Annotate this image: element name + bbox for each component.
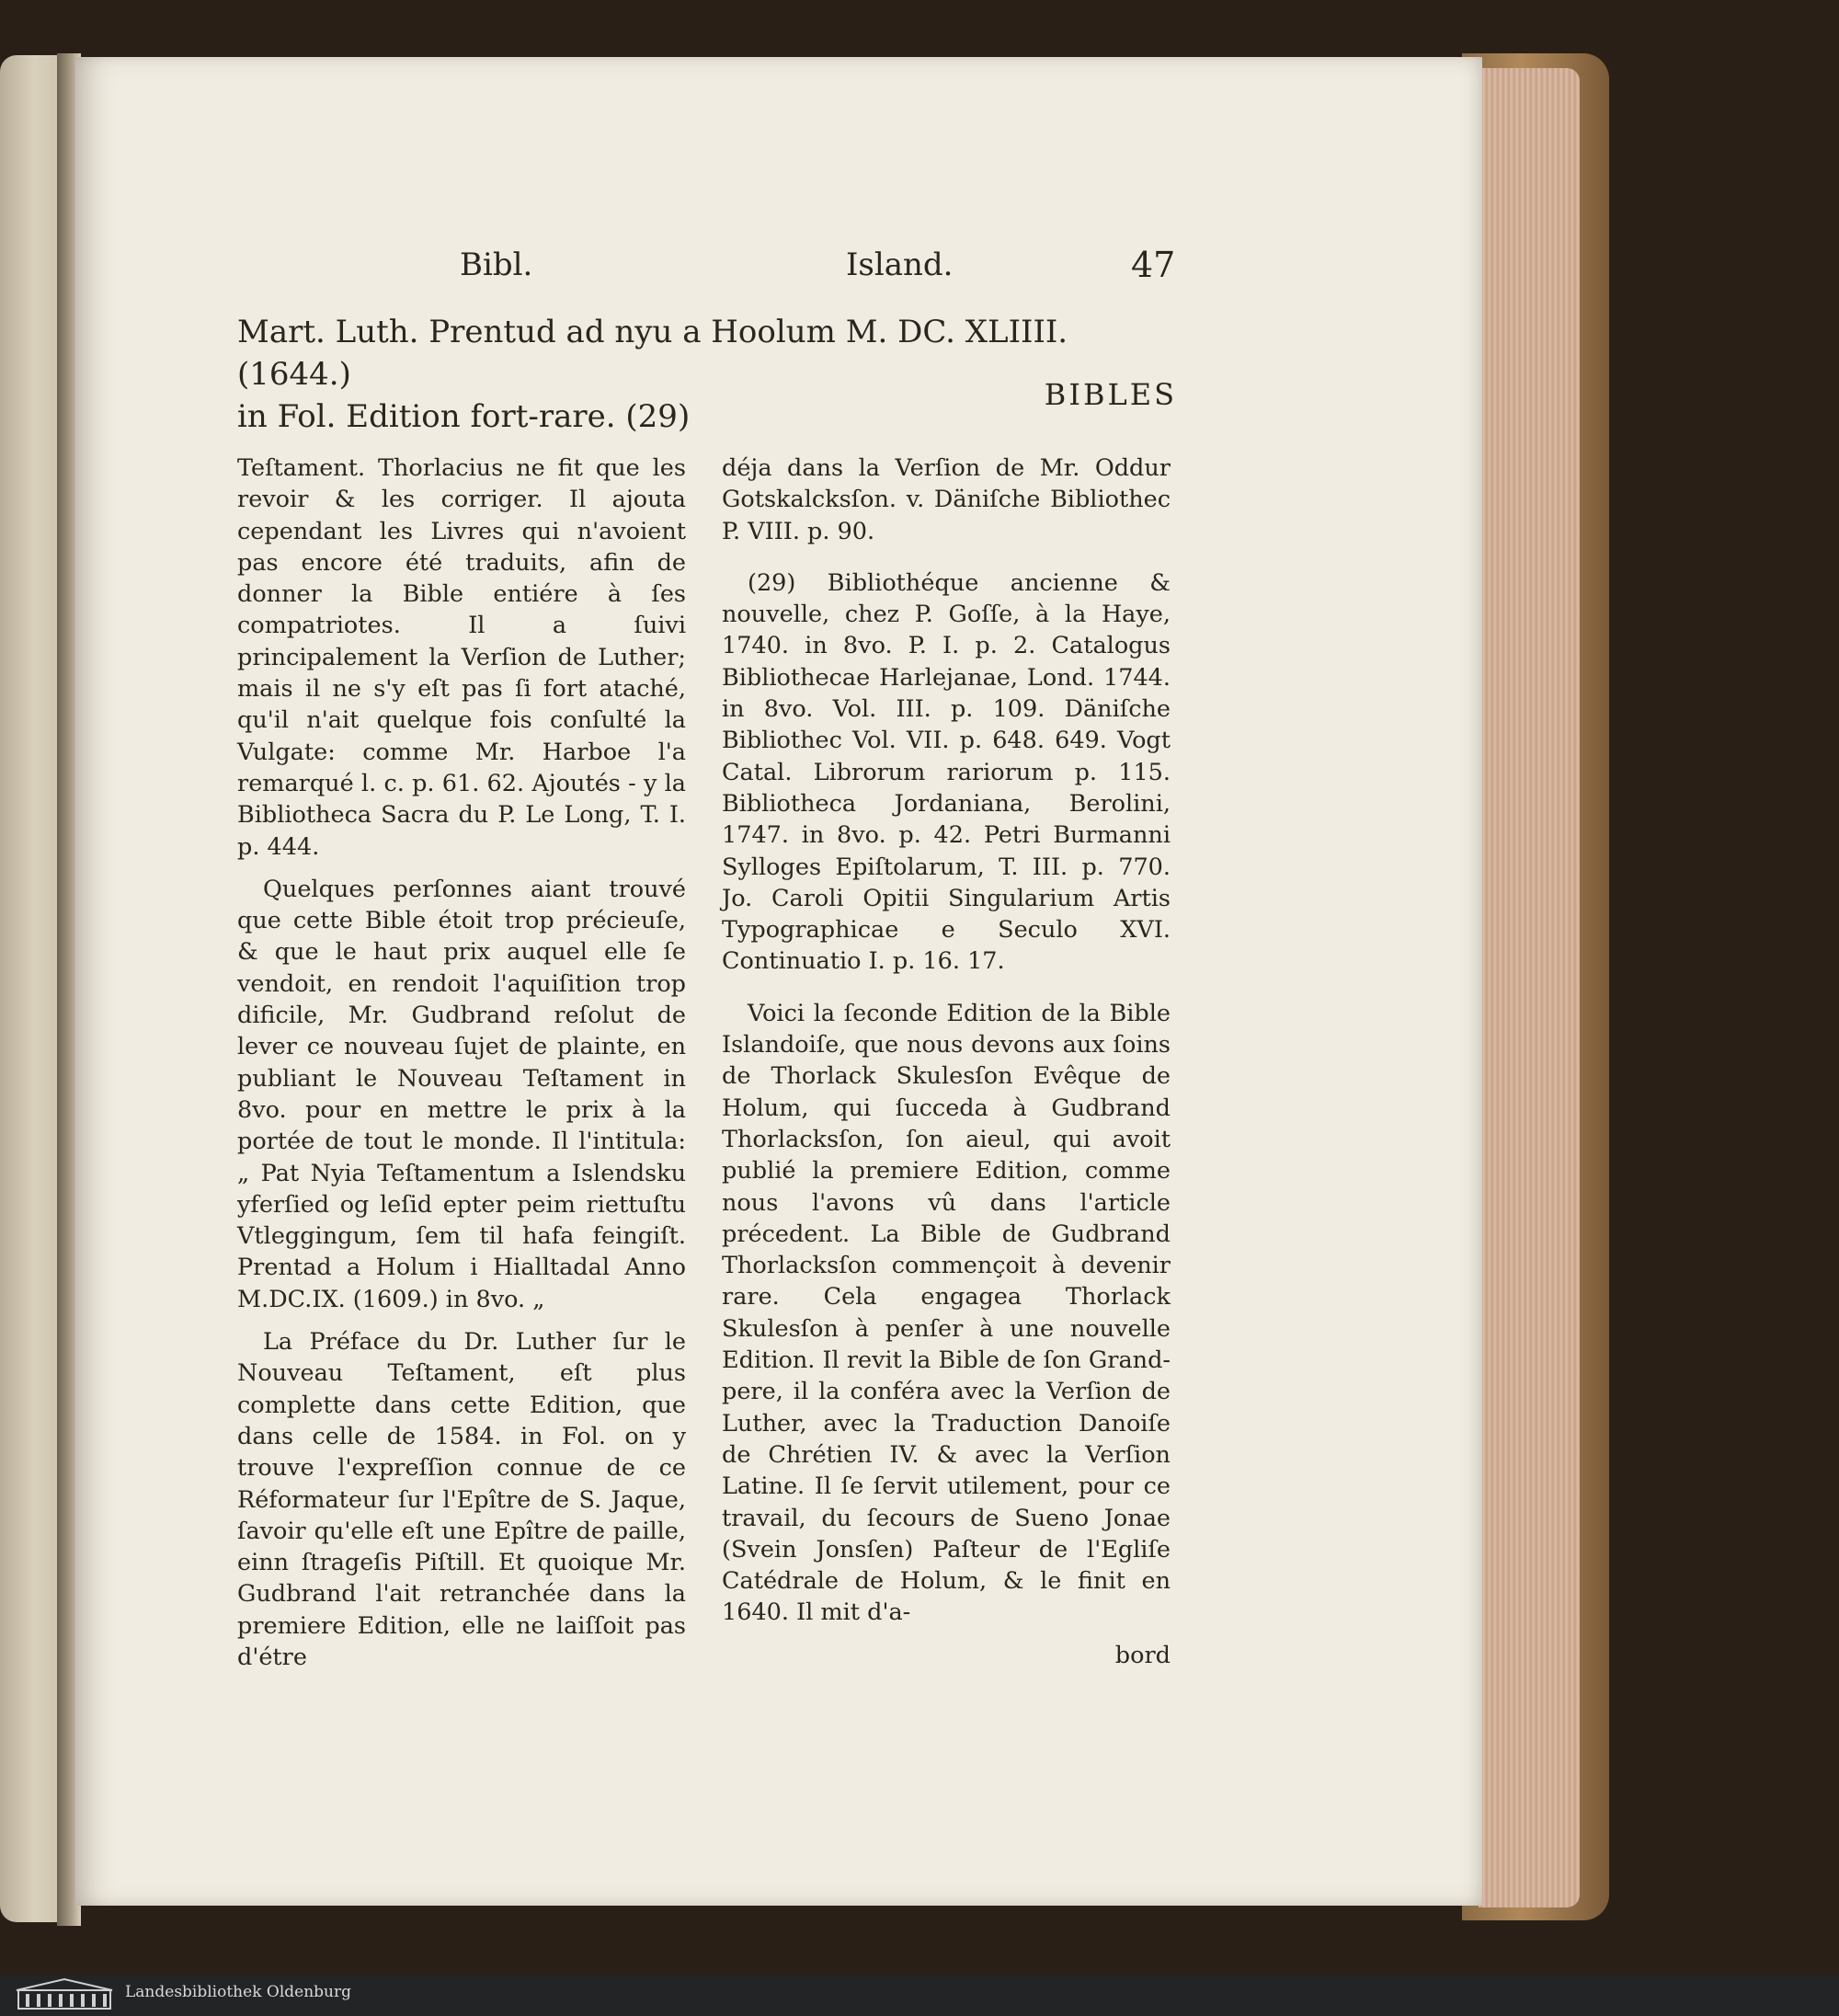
footnote-29: (29) Bibliothéque ancienne & nouvelle, chez P. Goſſe, à la Haye, 1740. in 8vo. P. I. p. 2. Catalogus Bibliothecae Harlejanae, Lond. 1744. in 8vo. Vol. III. p. 109. Däniſche Bibliothec Vol. VII. p. 648. 649. Vogt Catal. Librorum rariorum p. 115. Bibliotheca Jordaniana, Berolini, 1747. in 8vo. p. 42. Petri Burmanni Sylloges Epiſtolarum, T. III. p. 770. Jo. Caroli Opitii Singularium Artis Typographicae e Seculo XVI. Continuatio I. p. 16. 17. (722, 568, 1171, 976)
paragraph: déja dans la Verſion de Mr. Oddur Gotskalcksſon. v. Däniſche Bibliothec P. VIII. p. 90. (722, 454, 1171, 545)
left-page-edge (0, 55, 63, 1922)
library-name: Landesbibliothek Oldenburg (125, 1983, 352, 2001)
running-head-center: Island. (846, 246, 954, 283)
catchword: bord (1114, 1641, 1171, 1669)
running-head-left: Bibl. (460, 246, 533, 283)
page-fore-edge (1479, 68, 1580, 1907)
library-building-icon (13, 1977, 116, 2012)
running-head (460, 246, 1177, 292)
left-column (237, 452, 686, 1684)
paragraph: La Préface du Dr. Luther ſur le Nouveau Teſtament, eſt plus complette dans cette Edition, que dans celle de 1584. in Fol. on y trouve l'expreſſion connue de ce Réformateur ſur l'Epître de S. Jaque, ſavoir qu'elle eſt une Epître de paille, einn ſtrageſis Piſtill. Et quoique Mr. Gudbrand l'ait retranchée dans la premiere Edition, elle ne laiſſoit pas d'étre (237, 1328, 686, 1671)
page-number: 47 (1131, 245, 1176, 285)
paragraph: Quelques perſonnes aiant trouvé que cette Bible étoit trop précieuſe, & que le haut prix auquel elle ſe vendoit, en rendoit l'aquiſition trop dificile, Mr. Gudbrand reſolut de lever ce nouveau ſujet de plainte, en publiant le Nouveau Teſtament in 8vo. pour en mettre le prix à la portée de tout le monde. Il l'intitula: „ Pat Nyia Teſtamentum a Islendsku yferſied og leſid epter peim riettuſtu Vtleggingum, ſem til hafa feingiſt. Prentad a Holum i Hialltadal Anno M.DC.IX. (1609.) in 8vo. „ (237, 875, 686, 1313)
entry-title (237, 311, 1175, 438)
right-column (722, 452, 1171, 1682)
entry-title-line-1: Mart. Luth. Prentud ad nyu a Hoolum M. DC. XLIIII. (1644.) (237, 314, 1068, 393)
paragraph: Voici la ſeconde Edition de la Bible Islandoiſe, que nous devons aux ſoins de Thorlack Skulesſon Evêque de Holum, qui ſucceda à Gudbrand Thorlacksſon, ſon aieul, qui avoit publié la premiere Edition, comme nous l'avons vû dans l'article précedent. La Bible de Gudbrand Thorlacksſon commençoit à devenir rare. Cela engagea Thorlack Skulesſon à penſer à une nouvelle Edition. Il revit la Bible de ſon Grand-pere, il la conféra avec la Verſion de Luther, avec la Traduction Danoiſe de Chrétien IV. & avec la Verſion Latine. Il ſe ſervit utilement, pour ce travail, du ſecours de Sueno Jonae (Svein Jonsſen) Paſteur de l'Egliſe Catédrale de Holum, & le finit en 1640. Il mit d'a- (722, 999, 1171, 1627)
section-title: BIBLES (1044, 377, 1177, 412)
entry-title-line-2: in Fol. Edition fort-rare. (29) (237, 398, 691, 435)
paragraph: Teſtament. Thorlacius ne fit que les revoir & les corriger. Il ajouta cependant les Livres qui n'avoient pas encore été traduits, afin de donner la Bible entiére à ſes compatriotes. Il a ſuivi principalement la Verſion de Luther; mais il ne s'y eſt pas ſi fort ataché, qu'il n'ait quelque fois conſulté la Vulgate: comme Mr. Harboe l'a remarqué l. c. p. 61. 62. Ajoutés - y la Bibliotheca Sacra du P. Le Long, T. I. p. 444. (237, 454, 686, 861)
